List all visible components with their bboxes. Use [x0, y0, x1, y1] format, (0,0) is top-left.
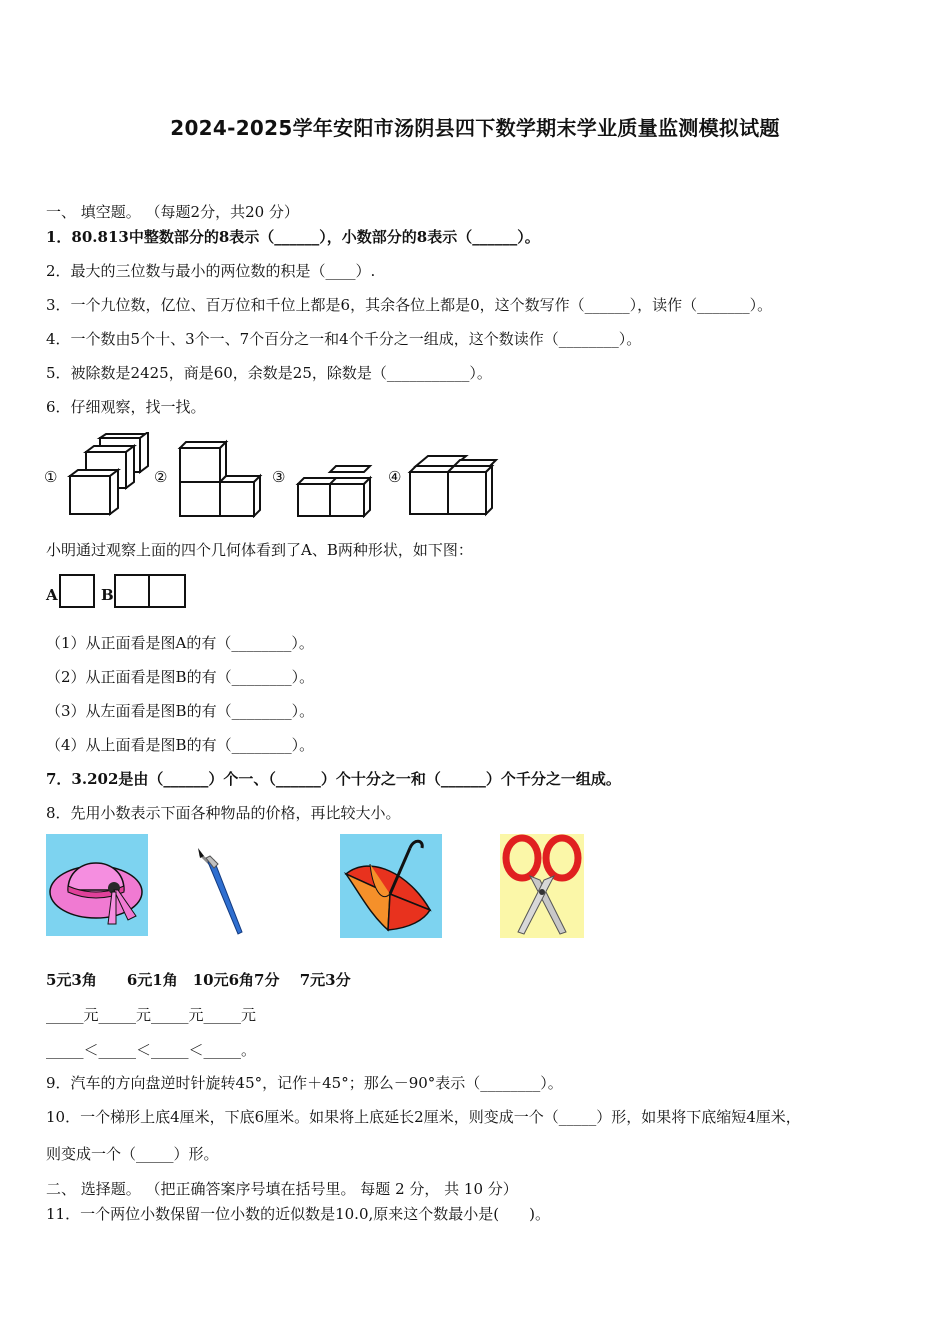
- question-6-sub-4: （4）从上面看是图B的有（________）。: [46, 736, 315, 754]
- question-8-blanks: _____元_____元_____元_____元: [46, 1006, 257, 1024]
- umbrella-image: [340, 834, 442, 938]
- question-6-sub-3: （3）从左面看是图B的有（________）。: [46, 702, 315, 720]
- figure-label-1: ①: [44, 468, 58, 486]
- shape-b-label: B: [101, 586, 114, 604]
- shape-a-square: [59, 574, 97, 610]
- question-4: 4．一个数由5个十、3个一、7个百分之一和4个千分之一组成，这个数读作（________）。: [46, 330, 642, 348]
- cube-figure-1: [64, 432, 154, 518]
- question-8: 8．先用小数表示下面各种物品的价格，再比较大小。: [46, 804, 401, 822]
- figure-label-4: ④: [388, 468, 402, 486]
- question-8-prices: 5元3角 6元1角 10元6角7分 7元3分: [46, 971, 351, 989]
- item-pictures: [0, 834, 950, 944]
- question-2: 2．最大的三位数与最小的两位数的积是（____）.: [46, 262, 376, 280]
- cube-figure-3: [290, 432, 380, 518]
- question-10-line-1: 10．一个梯形上底4厘米，下底6厘米。如果将上底延长2厘米，则变成一个（_____）形，如果将下底缩短4厘米，: [46, 1108, 801, 1126]
- question-11: 11．一个两位小数保留一位小数的近似数是10.0,原来这个数最小是( )。: [46, 1205, 550, 1223]
- question-7: 7．3.202是由（______）个一、（______）个十分之一和（______）个千分之一组成。: [46, 770, 621, 788]
- cube-figure-4: [406, 432, 506, 518]
- question-6-sub-1: （1）从正面看是图A的有（________）。: [46, 634, 314, 652]
- question-6-sub-2: （2）从正面看是图B的有（________）。: [46, 668, 315, 686]
- shape-a-label: A: [46, 586, 58, 604]
- section2-header: 二、 选择题。 （把正确答案序号填在括号里。 每题 2 分， 共 10 分）: [46, 1180, 518, 1198]
- shape-b-double-square: [114, 574, 188, 610]
- question-5: 5．被除数是2425，商是60，余数是25，除数是（___________）。: [46, 364, 492, 382]
- cube-figures: [44, 432, 514, 524]
- shape-a-b-row: [46, 574, 246, 614]
- section1-header: 一、 填空题。 （每题2分，共20 分）: [46, 203, 299, 221]
- question-8-compare: _____＜_____＜_____＜_____。: [46, 1041, 257, 1059]
- page-title: 2024-2025学年安阳市汤阴县四下数学期末学业质量监测模拟试题: [170, 116, 780, 140]
- question-6: 6．仔细观察，找一找。: [46, 398, 206, 416]
- question-1: 1．80.813中整数部分的8表示（______），小数部分的8表示（______）。: [46, 228, 540, 246]
- question-3: 3．一个九位数，亿位、百万位和千位上都是6，其余各位上都是0，这个数写作（______），读作（_______）。: [46, 296, 773, 314]
- scissors-image: [500, 834, 584, 938]
- question-9: 9．汽车的方向盘逆时针旋转45°，记作＋45°；那么－90°表示（________）。: [46, 1074, 563, 1092]
- question-6-intro: 小明通过观察上面的四个几何体看到了A、B两种形状，如下图：: [46, 541, 473, 559]
- hat-image: [46, 834, 148, 936]
- brush-image: [188, 834, 250, 938]
- figure-label-2: ②: [154, 468, 168, 486]
- question-10-line-2: 则变成一个（_____）形。: [46, 1145, 219, 1163]
- cube-figure-2: [174, 432, 266, 518]
- figure-label-3: ③: [272, 468, 286, 486]
